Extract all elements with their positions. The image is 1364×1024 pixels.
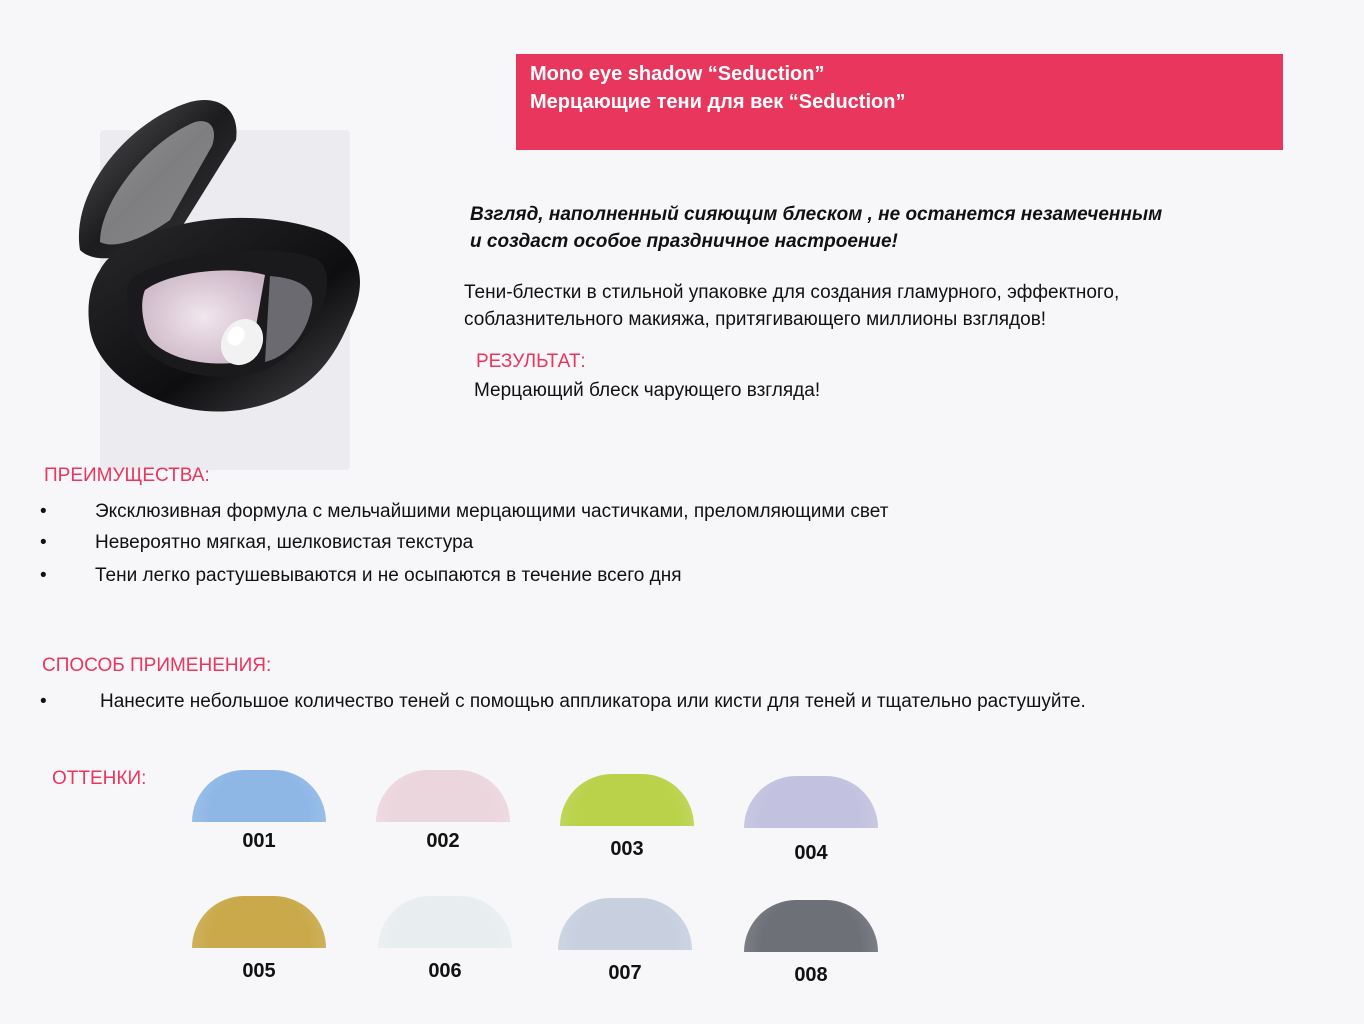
result-title: РЕЗУЛЬТАТ:	[476, 351, 586, 372]
eyeshadow-compact-image	[60, 80, 380, 420]
shade-code: 007	[608, 962, 642, 984]
shade-color	[192, 896, 326, 948]
shade-swatch	[744, 776, 878, 872]
tagline-line-1: Взгляд, наполненный сияющим блеском , не останется незамеченным	[470, 204, 1163, 225]
shade-color	[744, 776, 878, 828]
usage-title: СПОСОБ ПРИМЕНЕНИЯ:	[42, 655, 272, 676]
shades-title: ОТТЕНКИ:	[52, 768, 147, 789]
usage-item: • Нанесите небольшое количество теней с помощью аппликатора или кисти для теней и тщательно растушуйте.	[40, 691, 1086, 712]
shade-swatch	[560, 774, 694, 870]
shade-swatch	[192, 896, 326, 992]
shade-color	[192, 770, 326, 822]
shade-color	[378, 896, 512, 948]
shade-swatch	[192, 770, 326, 866]
advantage-item: • Тени легко растушевываются и не осыпаются в течение всего дня	[40, 565, 682, 586]
advantages-title: ПРЕИМУЩЕСТВА:	[44, 465, 210, 486]
result-text: Мерцающий блеск чарующего взгляда!	[474, 380, 821, 401]
shade-color	[558, 898, 692, 950]
advantage-item-text: Тени легко растушевываются и не осыпаются в течение всего дня	[95, 565, 682, 586]
product-description	[464, 279, 1324, 333]
shade-code: 002	[426, 830, 460, 852]
shade-code: 005	[242, 960, 276, 982]
shade-swatch	[558, 898, 692, 994]
shade-swatch	[378, 896, 512, 992]
shade-code: 006	[428, 960, 462, 982]
advantage-item-text: Эксклюзивная формула с мельчайшими мерцающими частичками, преломляющими свет	[95, 501, 889, 522]
shade-color	[744, 900, 878, 952]
shade-swatch	[744, 900, 878, 996]
shade-swatch	[376, 770, 510, 866]
tagline-line-2: и создаст особое праздничное настроение!	[470, 231, 898, 252]
title-russian: Мерцающие тени для век “Seduction”	[530, 91, 906, 113]
shade-code: 003	[610, 838, 644, 860]
title-english: Mono eye shadow “Seduction”	[530, 63, 825, 85]
shade-color	[560, 774, 694, 826]
shade-code: 001	[242, 830, 276, 852]
advantage-item: • Невероятно мягкая, шелковистая текстура	[40, 532, 474, 553]
advantage-item: • Эксклюзивная формула с мельчайшими мерцающими частичками, преломляющими свет	[40, 501, 889, 522]
description-line-1: Тени-блестки в стильной упаковке для создания гламурного, эффектного,	[464, 282, 1120, 303]
shade-code: 004	[794, 842, 828, 864]
description-line-2: соблазнительного макияжа, притягивающего миллионы взглядов!	[464, 309, 1047, 330]
advantage-item-text: Невероятно мягкая, шелковистая текстура	[95, 532, 474, 553]
shade-color	[376, 770, 510, 822]
usage-item-text: Нанесите небольшое количество теней с помощью аппликатора или кисти для теней и тщательно растушуйте.	[100, 691, 1086, 712]
tagline	[470, 201, 1330, 255]
header-banner	[516, 54, 1283, 150]
shade-code: 008	[794, 964, 828, 986]
